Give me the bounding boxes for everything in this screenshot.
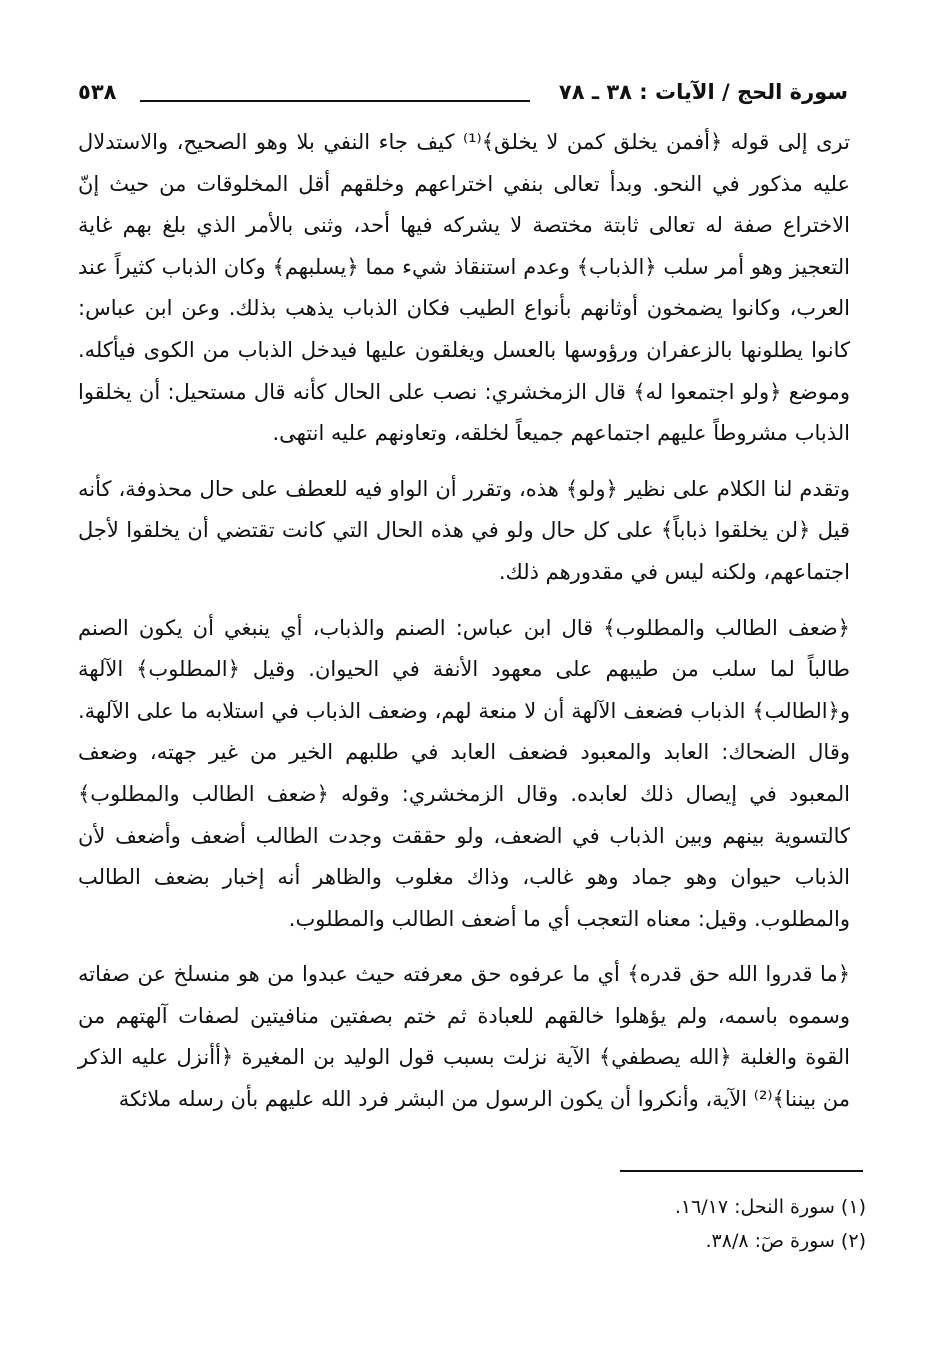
paragraph-4: ﴿ما قدروا الله حق قدره﴾ أي ما عرفوه حق معرفته حيث عبدوا من هو منسلخ عن صفاته وسموه باسمه، ولم يؤهلوا خالقهم للعبادة ثم ختم بصفتين منافيتين لصفات آلهتهم من القوة والغلبة ﴿الله يصطفي﴾ الآية نزلت بسبب قول الوليد بن المغيرة ﴿أأنزل عليه الذكر من بيننا﴾⁽²⁾ الآية، وأنكروا أن يكون الرسول من البشر فرد الله عليهم بأن رسله ملائكة (78, 962, 850, 1112)
footnote-2: (٢) سورة صٓ: ٣٨/٨. (705, 1230, 866, 1252)
running-title: سورة الحج / الآيات : ٣٨ ـ ٧٨ (558, 80, 848, 104)
page-number: ٥٣٨ (78, 80, 117, 104)
footnote-rule (620, 1170, 863, 1172)
page-body (78, 122, 850, 1121)
paragraph-1: ترى إلى قوله ﴿أفمن يخلق كمن لا يخلق﴾⁽¹⁾ كيف جاء النفي بلا وهو الصحيح، والاستدلال عليه مذكور في النحو. وبدأ تعالى بنفي اختراعهم وخلقهم أقل المخلوقات من حيث إنّ الاختراع صفة له تعالى ثابتة مختصة لا يشركه فيها أحد، وثنى بالأمر الذي بلغ بهم غاية التعجيز وهو أمر سلب ﴿الذباب﴾ وعدم استنقاذ شيء مما ﴿يسلبهم﴾ وكان الذباب كثيراً عند العرب، وكانوا يضمخون أوثانهم بأنواع الطيب فكان الذباب يذهب بذلك. وعن ابن عباس: كانوا يطلونها بالزعفران ورؤوسها بالعسل ويغلقون عليها فيدخل الذباب من الكوى فيأكله. وموضع ﴿ولو اجتمعوا له﴾ قال الزمخشري: نصب على الحال كأنه قال مستحيل: أن يخلقوا الذباب مشروطاً عليهم اجتماعهم جميعاً لخلقه، وتعاونهم عليه انتهى. (78, 130, 850, 446)
footnote-1: (١) سورة النحل: ١٦/١٧. (674, 1196, 866, 1218)
paragraph-2: وتقدم لنا الكلام على نظير ﴿ولو﴾ هذه، وتقرر أن الواو فيه للعطف على حال محذوفة، كأنه قيل ﴿لن يخلقوا ذباباً﴾ على كل حال ولو في هذه الحال التي كانت تقتضي أن يخلقوا لأجل اجتماعهم، ولكنه ليس في مقدورهم ذلك. (78, 476, 850, 584)
page-header (78, 74, 848, 108)
footnotes (675, 1190, 866, 1258)
paragraph-3: ﴿ضعف الطالب والمطلوب﴾ قال ابن عباس: الصنم والذباب، أي ينبغي أن يكون الصنم طالباً لما سلب من طيبهم على معهود الأنفة في الحيوان. وقيل ﴿المطلوب﴾ الآلهة و﴿الطالب﴾ الذباب فضعف الآلهة أن لا منعة لهم، وضعف الذباب في استلابه ما على الآلهة. وقال الضحاك: العابد والمعبود فضعف العابد في طلبهم الخير من غير جهته، وضعف المعبود في إيصال ذلك لعابده. وقال الزمخشري: وقوله ﴿ضعف الطالب والمطلوب﴾ كالتسوية بينهم وبين الذباب في الضعف، ولو حققت وجدت الطالب أضعف وأضعف لأن الذباب حيوان وهو جماد وهو غالب، وذاك مغلوب والظاهر أنه إخبار بضعف الطالب والمطلوب. وقيل: معناه التعجب أي ما أضعف الطالب والمطلوب. (78, 615, 850, 931)
header-rule (140, 100, 530, 102)
